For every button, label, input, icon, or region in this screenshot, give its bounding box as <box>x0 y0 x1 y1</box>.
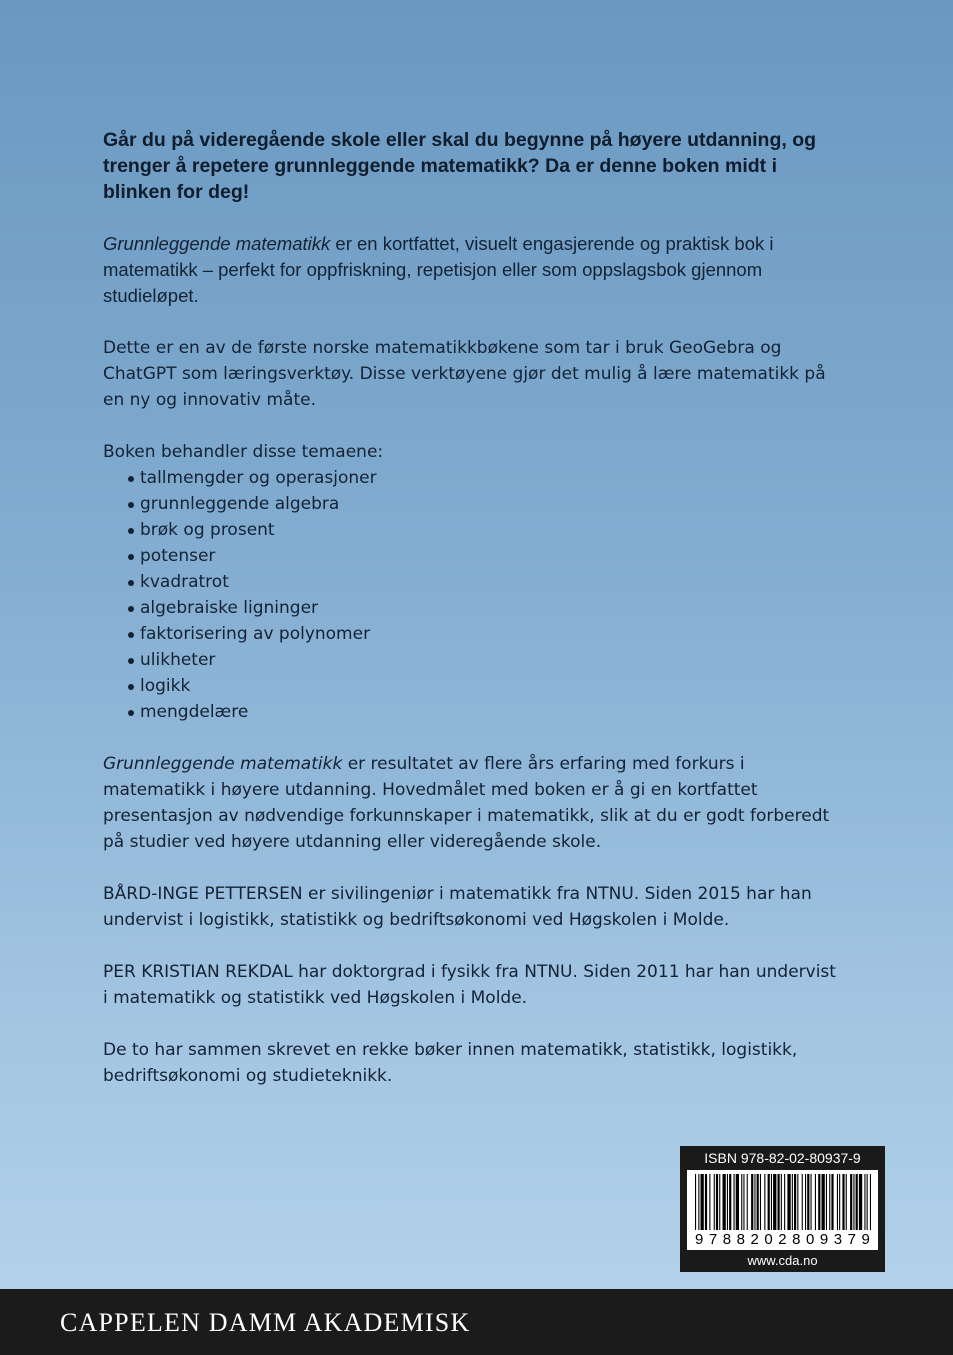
barcode-bar <box>709 1174 710 1230</box>
barcode-bar <box>768 1174 770 1230</box>
topic-item: mengdelære <box>128 699 843 725</box>
barcode-bar <box>714 1174 715 1230</box>
barcode-bar <box>719 1174 720 1230</box>
barcode-bar <box>754 1174 755 1230</box>
barcode-bar <box>734 1174 735 1230</box>
barcode-bar <box>741 1174 742 1230</box>
closing-paragraph: De to har sammen skrevet en rekke bøker innen matematikk, statistikk, logistikk, bedriftsøkonomi og studieteknikk. <box>103 1040 798 1086</box>
topic-item: faktorisering av polynomer <box>128 621 843 647</box>
barcode-digit: 8 <box>736 1231 745 1248</box>
barcode-bar <box>794 1174 796 1230</box>
barcode-bar <box>864 1174 865 1230</box>
publisher-website: www.cda.no <box>747 1253 818 1268</box>
barcode-bar <box>870 1174 871 1230</box>
barcode-digit: 3 <box>833 1231 843 1248</box>
barcode-bar <box>743 1174 744 1230</box>
isbn-barcode-box <box>680 1146 885 1272</box>
barcode-bar <box>771 1174 772 1230</box>
barcode <box>687 1170 878 1250</box>
barcode-bar <box>787 1174 790 1230</box>
barcode-bar <box>815 1174 816 1230</box>
barcode-bar <box>867 1174 868 1230</box>
barcode-bar <box>757 1174 759 1230</box>
back-cover-text <box>103 127 843 1089</box>
barcode-bar <box>792 1174 793 1230</box>
topic-item: potenser <box>128 543 843 569</box>
barcode-bar <box>811 1174 812 1230</box>
barcode-digit: 2 <box>750 1231 759 1248</box>
topic-item: kvadratrot <box>128 569 843 595</box>
barcode-bar <box>846 1174 847 1230</box>
barcode-bar <box>698 1174 699 1230</box>
experience-text: er resultatet av flere års erfaring med forkurs i matematikk i høyere utdanning. Hovedmålet med boken er å gi en kortfattet presentasjon av nødvendige forkunnskaper i matematikk, slik at du er godt forberedt på studier ved høyere utdanning eller videregående skole. <box>103 754 830 852</box>
barcode-bar <box>760 1174 761 1230</box>
barcode-bar <box>839 1174 840 1230</box>
book-title-italic: Grunnleggende matematikk <box>103 233 331 254</box>
barcode-bar <box>764 1174 765 1230</box>
barcode-digits <box>687 1231 878 1249</box>
experience-paragraph <box>103 751 843 855</box>
barcode-bar <box>773 1174 776 1230</box>
description-paragraph <box>103 231 843 309</box>
topics-intro: Boken behandler disse temaene: <box>103 442 384 462</box>
intro-paragraph: Går du på videregående skole eller skal du begynne på høyere utdanning, og trenger å repetere grunnleggende matematikk? Da er denne boken midt i blinken for deg! <box>103 129 817 203</box>
author-bio-pettersen: BÅRD-INGE PETTERSEN er sivilingeniør i matematikk fra NTNU. Siden 2015 har han undervist i logistikk, statistikk og bedriftsøkonomi ved Høgskolen i Molde. <box>103 884 812 930</box>
barcode-digit: 9 <box>695 1231 704 1248</box>
barcode-bar <box>805 1174 806 1230</box>
tools-paragraph: Dette er en av de første norske matematikkbøkene som tar i bruk GeoGebra og ChatGPT som læringsverktøy. Disse verktøyene gjør det mulig å lære matematikk på en ny og innovativ måte. <box>103 338 826 410</box>
barcode-bar <box>695 1174 696 1230</box>
barcode-bar <box>826 1174 827 1230</box>
barcode-bar <box>747 1174 748 1230</box>
barcode-bar <box>829 1174 830 1230</box>
barcode-bar <box>723 1174 726 1230</box>
book-title-italic: Grunnleggende matematikk <box>103 754 343 774</box>
barcode-bar <box>729 1174 731 1230</box>
barcode-digit: 7 <box>708 1231 718 1248</box>
barcode-bar <box>736 1174 739 1230</box>
barcode-bar <box>850 1174 852 1230</box>
barcode-bar <box>856 1174 858 1230</box>
barcode-digit: 9 <box>819 1231 829 1248</box>
barcode-bar <box>822 1174 825 1230</box>
barcode-bar <box>781 1174 782 1230</box>
barcode-digit: 0 <box>764 1231 773 1248</box>
topic-item: logikk <box>128 673 843 699</box>
topics-list <box>103 465 843 725</box>
barcode-bar <box>831 1174 833 1230</box>
publisher-logo: CAPPELEN DAMM AKADEMISK <box>60 1308 471 1337</box>
isbn-number: ISBN 978-82-02-80937-9 <box>704 1150 861 1166</box>
barcode-bar <box>751 1174 753 1230</box>
description-text: er en kortfattet, visuelt engasjerende og praktisk bok i matematikk – perfekt for oppfriskning, repetisjon eller som oppslagsbok gjennom studieløpet. <box>103 233 774 306</box>
barcode-digit: 8 <box>792 1231 801 1248</box>
barcode-digit: 9 <box>861 1231 870 1248</box>
topic-item: grunnleggende algebra <box>128 491 843 517</box>
barcode-digit: 8 <box>722 1231 732 1248</box>
barcode-digit: 7 <box>847 1231 856 1248</box>
barcode-bar <box>859 1174 862 1230</box>
barcode-bar <box>784 1174 785 1230</box>
topic-item: ulikheter <box>128 647 843 673</box>
topic-item: algebraiske ligninger <box>128 595 843 621</box>
barcode-bars <box>687 1170 878 1232</box>
barcode-bar <box>778 1174 780 1230</box>
barcode-bar <box>842 1174 844 1230</box>
barcode-bar <box>705 1174 707 1230</box>
barcode-bar <box>818 1174 820 1230</box>
barcode-bar <box>797 1174 798 1230</box>
publisher-footer <box>0 1289 953 1355</box>
barcode-bar <box>853 1174 854 1230</box>
barcode-bar <box>701 1174 704 1230</box>
barcode-bar <box>727 1174 728 1230</box>
topic-item: tallmengder og operasjoner <box>128 465 843 491</box>
barcode-bar <box>716 1174 718 1230</box>
barcode-bar <box>802 1174 803 1230</box>
author-bio-rekdal: PER KRISTIAN REKDAL har doktorgrad i fysikk fra NTNU. Siden 2011 har han undervist i matematikk og statistikk ved Høgskolen i Molde. <box>103 962 836 1008</box>
topic-item: brøk og prosent <box>128 517 843 543</box>
barcode-digit: 0 <box>806 1231 815 1248</box>
barcode-bar <box>837 1174 838 1230</box>
barcode-bar <box>807 1174 809 1230</box>
barcode-digit: 2 <box>778 1231 787 1248</box>
